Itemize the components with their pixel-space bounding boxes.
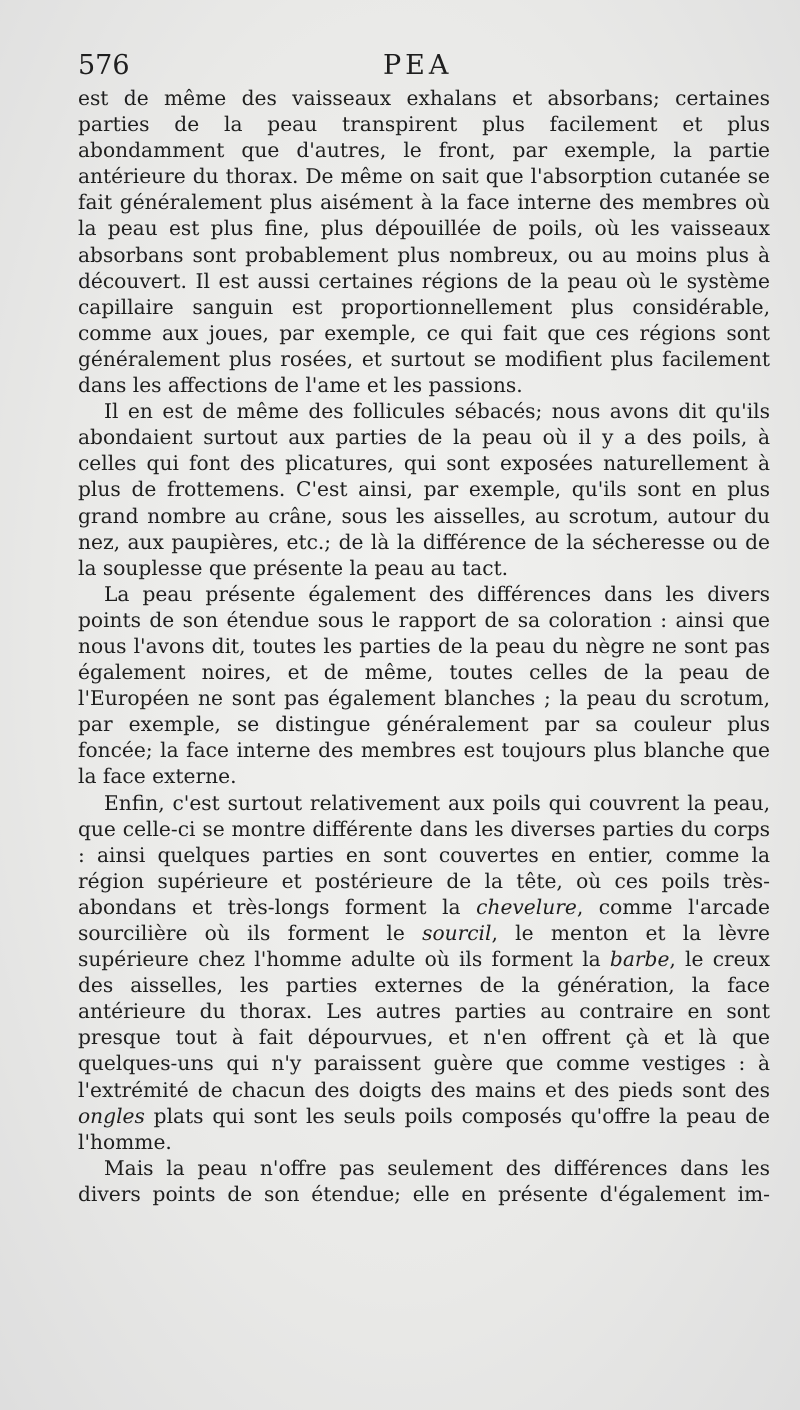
- paragraph-4-text-2: , comme l'arcade sourcilière où ils forment le: [78, 894, 770, 945]
- page-text: [78, 85, 770, 1207]
- barbe-term: barbe: [609, 947, 670, 972]
- sourcil-term: sourcil: [422, 921, 492, 945]
- paragraph-1: est de même des vaisseaux exhalans et absorbans; certaines parties de la peau transpirent plus facilement et plus abondamment que d'autres, le front, par exemple, la partie antérieure du thorax. De même on sait que l'absorption cutanée se fait généralement plus aisément à la face interne des membres où la peau est plus fine, plus dépouillée de poils, où les vaisseaux absorbans sont probablement plus nombreux, ou au moins plus à découvert. Il est aussi certaines régions de la peau où le système capillaire sanguin est proportionnellement plus considérable, comme aux joues, par exemple, ce qui fait que ces régions sont généralement plus rosées, et surtout se modifient plus facilement dans les affections de l'ame et les passions.: [78, 86, 770, 398]
- chevelure-term: chevelure: [476, 894, 577, 919]
- paragraph-4-text-4: , le creux des aisselles, les parties externes de la génération, la face antérieure du thorax. Les autres parties au contraire en sont presque tout à fait dépourvues, et n'en offrent çà et là que quelques-uns qui n'y paraissent guère que comme vestiges : à l'extrémité de chacun des doigts des mains et des pieds sont des: [78, 947, 770, 1102]
- paragraph-4: [78, 790, 770, 1155]
- paragraph-2: Il en est de même des follicules sébacés; nous avons dit qu'ils abondaient surtout aux parties de la peau où il y a des poils, à celles qui font des plicatures, qui sont exposées naturellement à plus de frottemens. C'est ainsi, par exemple, qu'ils sont en plus grand nombre au crâne, sous les aisselles, au scrotum, autour du nez, aux paupières, etc.; de là la différence de la sécheresse ou de la souplesse que présente la peau au tact.: [78, 399, 770, 580]
- paragraph-5: Mais la peau n'offre pas seulement des différences dans les divers points de son étendue; elle en présente d'également im-: [78, 1155, 770, 1206]
- running-title: PEA: [383, 50, 453, 81]
- running-head: [78, 46, 760, 86]
- ongles-term: ongles: [78, 1103, 145, 1128]
- paragraph-4-text-1: Enfin, c'est surtout relativement aux poils qui couvrent la peau, que celle-ci se montre différente dans les diverses parties du corps : ainsi quelques parties en sont couvertes en entier, comme la région supérieure et postérieure de la tête, où ces poils très-abondans et très-longs forment la: [78, 790, 770, 919]
- paragraph-3: La peau présente également des différences dans les divers points de son étendue sous le rapport de sa coloration : ainsi que nous l'avons dit, toutes les parties de la peau du nègre ne sont pas également noires, et de même, toutes celles de la peau de l'Européen ne sont pas également blanches ; la peau du scrotum, par exemple, se distingue généralement par sa couleur plus foncée; la face interne des membres est toujours plus blanche que la face externe.: [78, 581, 770, 789]
- paragraph-4-text-3: , le menton et la lèvre supérieure chez l'homme adulte où ils forment la: [78, 921, 770, 972]
- page-number: 576: [78, 50, 130, 81]
- paragraph-4-text-5: plats qui sont les seuls poils composés qu'offre la peau de l'homme.: [78, 1103, 770, 1154]
